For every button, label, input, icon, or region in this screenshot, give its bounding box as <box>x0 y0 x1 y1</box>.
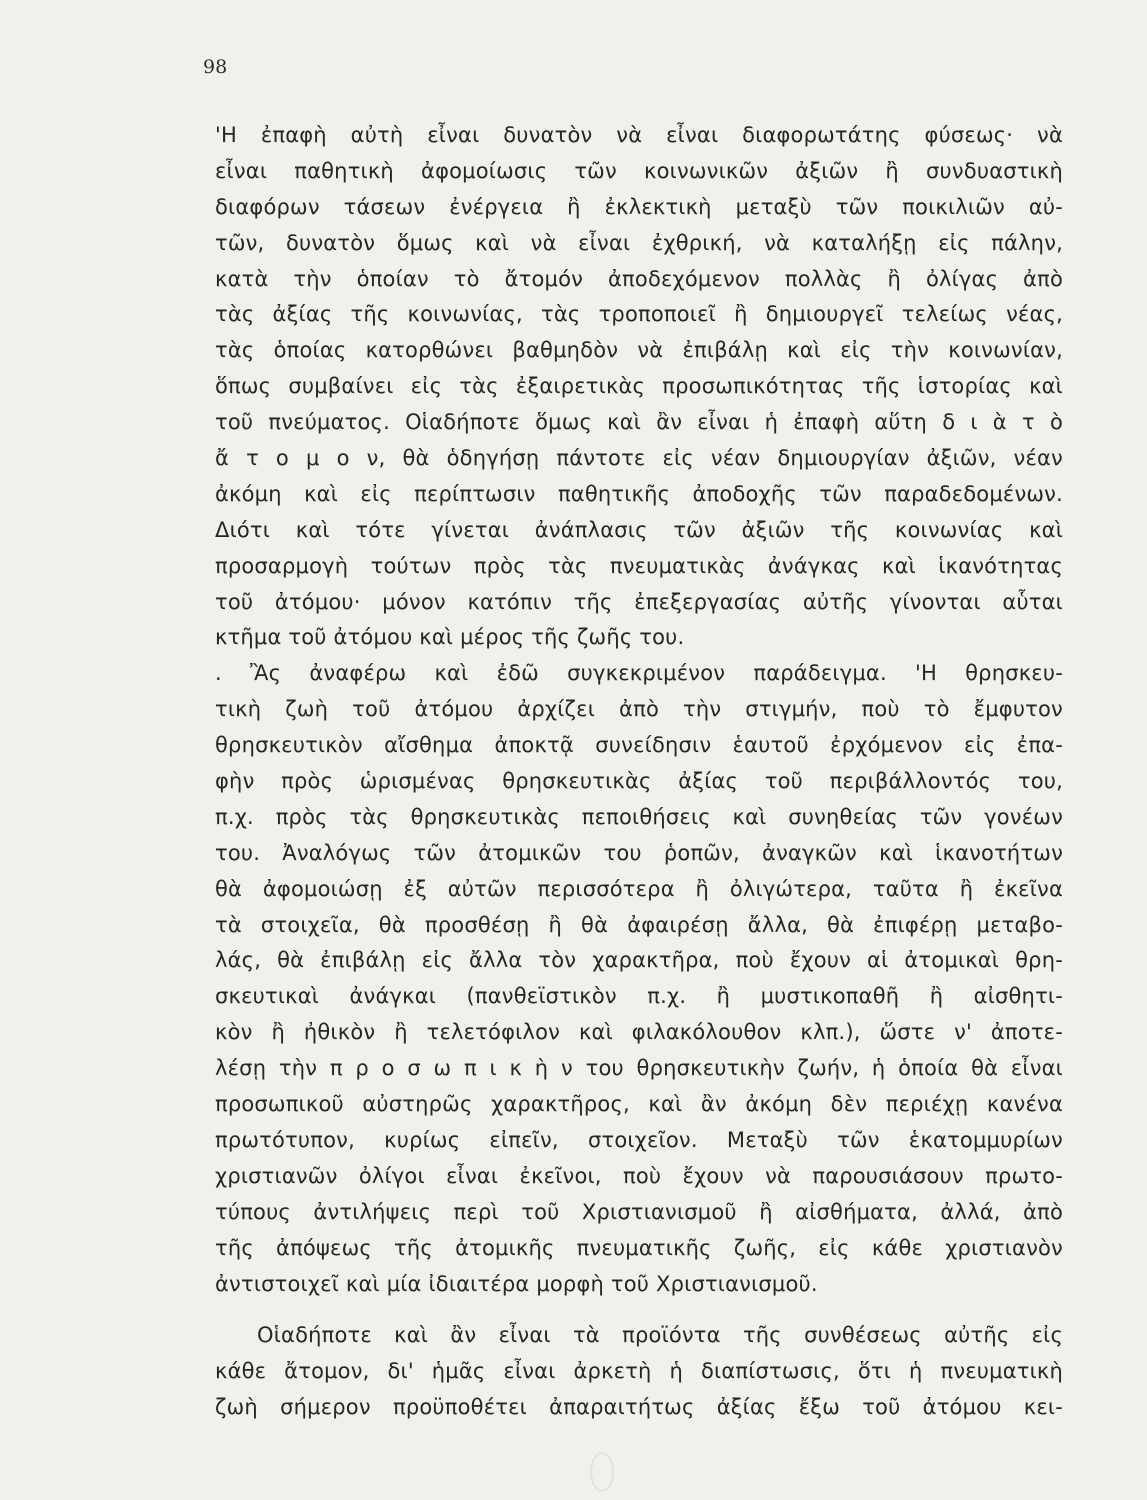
text-line: εἶναι παθητικὴ ἀφομοίωσις τῶν κοινωνικῶν ἀξιῶν ἢ συνδυαστικὴ <box>215 158 1063 183</box>
paragraph-3 <box>215 1318 1063 1426</box>
text-line: λέσῃ τὴν π ρ ο σ ω π ι κ ὴ ν του θρησκευτικὴν ζωήν, ἡ ὁποία θὰ εἶναι <box>215 1056 1063 1081</box>
text-line: ἀντιστοιχεῖ καὶ μία ἰδιαιτέρα μορφὴ τοῦ Χριστιανισμοῦ. <box>215 1271 818 1296</box>
text-line: . Ἂς ἀναφέρω καὶ ἐδῶ συγκεκριμένον παράδειγμα. 'Η θρησκευ- <box>215 661 1063 686</box>
text-line: τὰ στοιχεῖα, θὰ προσθέσῃ ἢ θὰ ἀφαιρέσῃ ἄλλα, θὰ ἐπιφέρῃ μεταβο- <box>215 912 1063 937</box>
text-line: φὴν πρὸς ὡρισμένας θρησκευτικὰς ἀξίας τοῦ περιβάλλοντός του, <box>215 769 1063 794</box>
text-line: τῆς ἀπόψεως τῆς ἀτομικῆς πνευματικῆς ζωῆς, εἰς κάθε χριστιανὸν <box>215 1235 1063 1260</box>
text-line: τοῦ πνεύματος. Οἱαδήποτε ὅμως καὶ ἂν εἶναι ἡ ἐπαφὴ αὕτη δ ι ὰ τ ὸ <box>215 410 1063 435</box>
text-line: ἄ τ ο μ ο ν, θὰ ὁδηγήσῃ πάντοτε εἰς νέαν δημιουργίαν ἀξιῶν, νέαν <box>215 446 1063 471</box>
text-line: προσαρμογὴ τούτων πρὸς τὰς πνευματικὰς ἀνάγκας καὶ ἱκανότητας <box>215 553 1063 578</box>
text-line: θὰ ἀφομοιώσῃ ἐξ αὐτῶν περισσότερα ἢ ὀλιγώτερα, ταῦτα ἢ ἐκεῖνα <box>215 876 1063 901</box>
text-line: λάς, θὰ ἐπιβάλῃ εἰς ἄλλα τὸν χαρακτῆρα, ποὺ ἔχουν αἱ ἀτομικαὶ θρη- <box>215 948 1063 973</box>
bleed-through-mark <box>590 1452 614 1492</box>
text-line: ἀκόμη καὶ εἰς περίπτωσιν παθητικῆς ἀποδοχῆς τῶν παραδεδομένων. <box>215 481 1063 506</box>
text-line: τὰς ἀξίας τῆς κοινωνίας, τὰς τροποποιεῖ ἢ δημιουργεῖ τελείως νέας, <box>215 302 1063 327</box>
text-line: 'Η ἐπαφὴ αὐτὴ εἶναι δυνατὸν νὰ εἶναι διαφορωτάτης φύσεως· νὰ <box>215 123 1063 147</box>
text-line: κατὰ τὴν ὁποίαν τὸ ἄτομόν ἀποδεχόμενον πολλὰς ἢ ὀλίγας ἀπὸ <box>215 266 1063 291</box>
text-line: τικὴ ζωὴ τοῦ ἀτόμου ἀρχίζει ἀπὸ τὴν στιγμήν, ποὺ τὸ ἔμφυτον <box>215 697 1063 722</box>
text-line: τύπους ἀντιλήψεις περὶ τοῦ Χριστιανισμοῦ ἢ αἰσθήματα, ἀλλά, ἀπὸ <box>215 1199 1063 1224</box>
text-line: χριστιανῶν ὀλίγοι εἶναι ἐκεῖνοι, ποὺ ἔχουν νὰ παρουσιάσουν πρωτο- <box>215 1163 1063 1188</box>
paragraph-1 <box>215 118 1063 656</box>
text-line: θρησκευτικὸν αἴσθημα ἀποκτᾷ συνείδησιν ἑαυτοῦ ἐρχόμενον εἰς ἐπα- <box>215 733 1063 758</box>
text-line: ὅπως συμβαίνει εἰς τὰς ἐξαιρετικὰς προσωπικότητας τῆς ἱστορίας καὶ <box>215 374 1063 399</box>
text-line: σκευτικαὶ ἀνάγκαι (πανθεϊστικὸν π.χ. ἢ μυστικοπαθῆ ἢ αἰσθητι- <box>215 984 1063 1009</box>
paragraph-2 <box>215 656 1063 1302</box>
text-line: τοῦ ἀτόμου· μόνον κατόπιν τῆς ἐπεξεργασίας αὐτῆς γίνονται αὗται <box>215 589 1063 614</box>
text-line: τὰς ὁποίας κατορθώνει βαθμηδὸν νὰ ἐπιβάλῃ καὶ εἰς τὴν κοινωνίαν, <box>215 338 1063 363</box>
text-line: τῶν, δυνατὸν ὅμως καὶ νὰ εἶναι ἐχθρική, νὰ καταλήξῃ εἰς πάλην, <box>215 230 1063 255</box>
text-line: προσωπικοῦ αὐστηρῶς χαρακτῆρος, καὶ ἂν ἀκόμη δὲν περιέχῃ κανένα <box>215 1092 1063 1117</box>
page-number: 98 <box>203 56 228 78</box>
text-line: του. Ἀναλόγως τῶν ἀτομικῶν του ῥοπῶν, ἀναγκῶν καὶ ἱκανοτήτων <box>215 840 1063 865</box>
text-line: Οἱαδήποτε καὶ ἂν εἶναι τὰ προϊόντα τῆς συνθέσεως αὐτῆς εἰς <box>257 1323 1063 1348</box>
text-line: κάθε ἄτομον, δι' ἡμᾶς εἶναι ἀρκετὴ ἡ διαπίστωσις, ὅτι ἡ πνευματικὴ <box>215 1359 1063 1384</box>
text-line: κὸν ἢ ἠθικὸν ἢ τελετόφιλον καὶ φιλακόλουθον κλπ.), ὥστε ν' ἀποτε- <box>215 1020 1063 1045</box>
body-text <box>215 118 1063 1426</box>
text-line: π.χ. πρὸς τὰς θρησκευτικὰς πεποιθήσεις καὶ συνηθείας τῶν γονέων <box>215 804 1063 829</box>
text-line: ζωὴ σήμερον προϋποθέτει ἀπαραιτήτως ἀξίας ἔξω τοῦ ἀτόμου κει- <box>215 1395 1063 1420</box>
text-line: πρωτότυπον, κυρίως εἰπεῖν, στοιχεῖον. Μεταξὺ τῶν ἑκατομμυρίων <box>215 1127 1063 1152</box>
paragraph-spacer <box>215 1302 1063 1318</box>
text-line: κτῆμα τοῦ ἀτόμου καὶ μέρος τῆς ζωῆς του. <box>215 625 685 650</box>
text-line: διαφόρων τάσεων ἐνέργεια ἢ ἐκλεκτικὴ μεταξὺ τῶν ποικιλιῶν αὐ- <box>215 194 1063 219</box>
text-line: Διότι καὶ τότε γίνεται ἀνάπλασις τῶν ἀξιῶν τῆς κοινωνίας καὶ <box>215 517 1063 542</box>
